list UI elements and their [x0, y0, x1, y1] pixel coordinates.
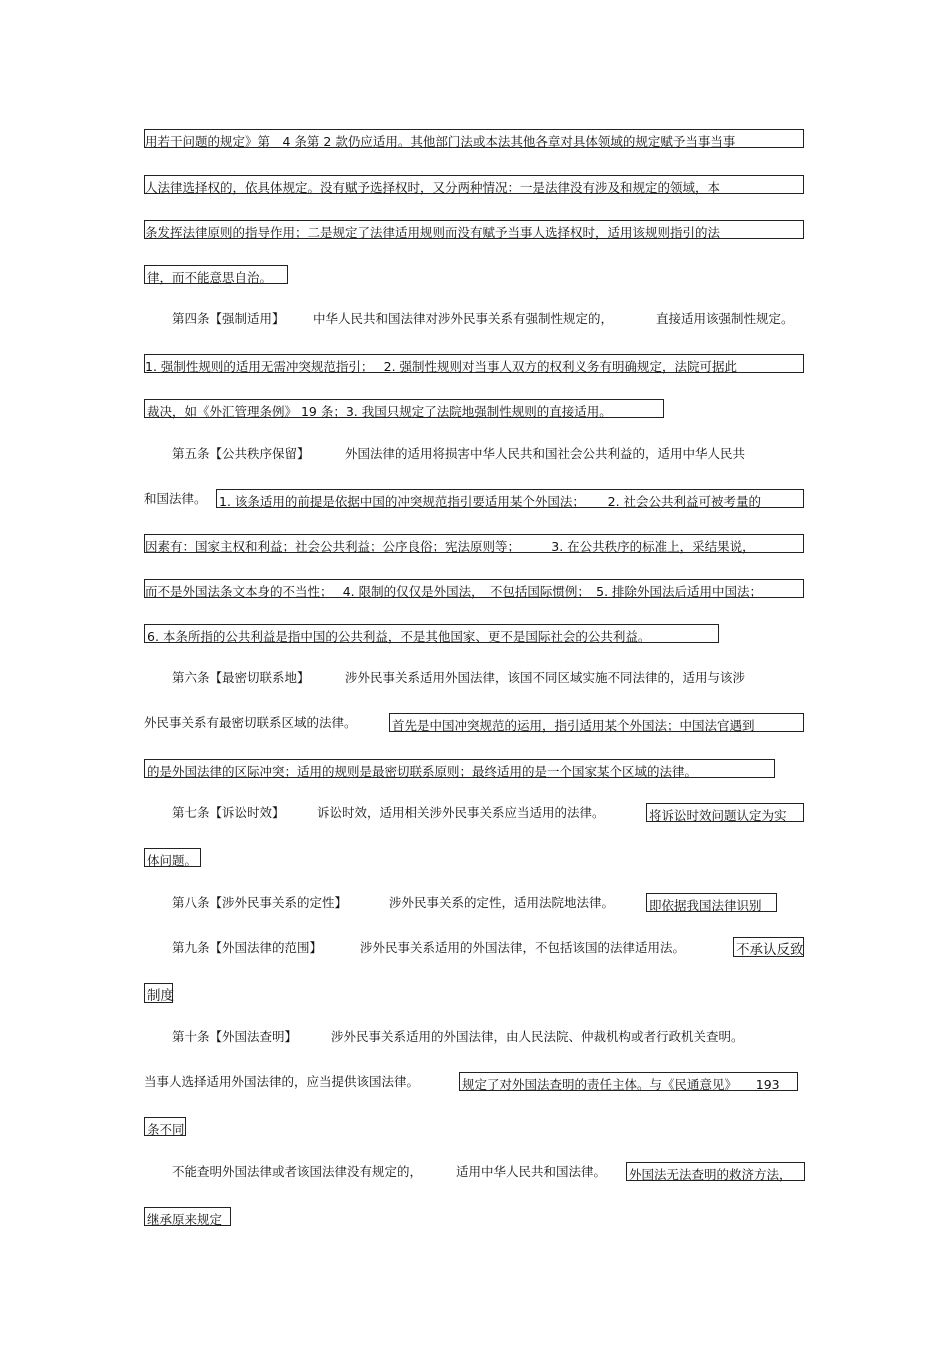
- text-line: 人法律选择权的，依具体规定。没有赋予选择权时，又分两种情况：一是法律没有涉及和规定的领域，本: [145, 180, 721, 195]
- annotation-box: [144, 579, 804, 598]
- annotation-box: [144, 1207, 231, 1226]
- text-line: 条不同: [147, 1122, 185, 1137]
- text-line: 裁决，如《外汇管理条例》 19 条；3. 我国只规定了法院地强制性规则的直接适用。: [147, 404, 612, 419]
- article-8-heading: 第八条【涉外民事关系的定性】: [172, 895, 348, 910]
- article-text: 诉讼时效，适用相关涉外民事关系应当适用的法律。: [317, 805, 605, 820]
- annotation-box: [144, 354, 804, 373]
- annotation-box: [144, 848, 201, 867]
- article-text: 外民事关系有最密切联系区域的法律。: [144, 715, 357, 730]
- text-line: 继承原来规定: [147, 1212, 223, 1227]
- article-text: 当事人选择适用外国法律的，应当提供该国法律。: [144, 1074, 420, 1089]
- annotation-box: [216, 489, 804, 508]
- annotation-box: [144, 399, 664, 418]
- text-line: 即依据我国法律识别: [649, 898, 762, 913]
- annotation-box: [144, 624, 719, 643]
- text-line: 规定了对外国法查明的责任主体。与《民通意见》 193: [462, 1077, 780, 1092]
- text-line: 将诉讼时效问题认定为实: [649, 808, 787, 823]
- annotation-box: [626, 1162, 805, 1181]
- article-text: 不能查明外国法律或者该国法律没有规定的，: [172, 1164, 423, 1179]
- article-text: 涉外民事关系适用的外国法律，由人民法院、仲裁机构或者行政机关查明。: [331, 1029, 744, 1044]
- text-line: 1. 该条适用的前提是依据中国的冲突规范指引要适用某个外国法； 2. 社会公共利益可被考量的: [219, 494, 762, 509]
- text-line: 用若干问题的规定》第 4 条第 2 款仍应适用。其他部门法或本法其他各章对具体领域的规定赋予当事当事: [145, 134, 736, 149]
- annotation-box: [144, 175, 804, 194]
- article-text: 和国法律。: [144, 491, 207, 506]
- text-line: 因素有：国家主权和利益；社会公共利益；公序良俗；宪法原则等； 3. 在公共秩序的标准上，采结果说，: [145, 539, 755, 554]
- article-text: 外国法律的适用将损害中华人民共和国社会公共利益的，适用中华人民共: [345, 446, 746, 461]
- article-text: 直接适用该强制性规定。: [656, 311, 794, 326]
- text-line: 而不是外国法条文本身的不当性； 4. 限制的仅仅是外国法， 不包括国际惯例； 5. 排除外国法后适用中国法；: [145, 584, 763, 599]
- text-line: 首先是中国冲突规范的运用，指引适用某个外国法；中国法官遇到: [392, 718, 755, 733]
- annotation-box: [144, 534, 804, 553]
- text-line: 条发挥法律原则的指导作用；二是规定了法律适用规则而没有赋予当事人选择权时，适用该规则指引的法: [145, 225, 721, 240]
- annotation-box: [144, 129, 804, 148]
- article-text: 涉外民事关系的定性，适用法院地法律。: [389, 895, 615, 910]
- annotation-box: [144, 983, 173, 1003]
- article-9-heading: 第九条【外国法律的范围】: [172, 940, 323, 955]
- article-4-heading: 第四条【强制适用】: [172, 311, 285, 326]
- text-line: 外国法无法查明的救济方法，: [629, 1167, 792, 1182]
- annotation-box: [144, 759, 775, 778]
- annotation-box: [733, 937, 804, 957]
- text-line: 的是外国法律的区际冲突；适用的规则是最密切联系原则；最终适用的是一个国家某个区域的法律。: [147, 764, 698, 779]
- annotation-box: [646, 803, 804, 822]
- article-text: 适用中华人民共和国法律。: [456, 1164, 607, 1179]
- annotation-box: [459, 1072, 798, 1091]
- text-line: 6. 本条所指的公共利益是指中国的公共利益，不是其他国家、更不是国际社会的公共利益。: [147, 629, 651, 644]
- article-6-heading: 第六条【最密切联系地】: [172, 670, 310, 685]
- article-7-heading: 第七条【诉讼时效】: [172, 805, 285, 820]
- text-line: 1. 强制性规则的适用无需冲突规范指引； 2. 强制性规则对当事人双方的权利义务有明确规定，法院可据此: [145, 359, 738, 374]
- annotation-box: [144, 220, 804, 239]
- text-line: 体问题。: [147, 853, 198, 868]
- article-5-heading: 第五条【公共秩序保留】: [172, 446, 310, 461]
- article-text: 涉外民事关系适用的外国法律，不包括该国的法律适用法。: [360, 940, 686, 955]
- text-line: 制度: [147, 988, 174, 1004]
- text-line: 不承认反致: [736, 942, 804, 958]
- annotation-box: [144, 265, 288, 284]
- article-text: 涉外民事关系适用外国法律，该国不同区域实施不同法律的，适用与该涉: [345, 670, 746, 685]
- annotation-box: [389, 713, 804, 732]
- article-10-heading: 第十条【外国法查明】: [172, 1029, 298, 1044]
- annotation-box: [646, 893, 777, 912]
- article-text: 中华人民共和国法律对涉外民事关系有强制性规定的，: [313, 311, 614, 326]
- text-line: 律，而不能意思自治。: [147, 270, 273, 285]
- annotation-box: [144, 1117, 186, 1136]
